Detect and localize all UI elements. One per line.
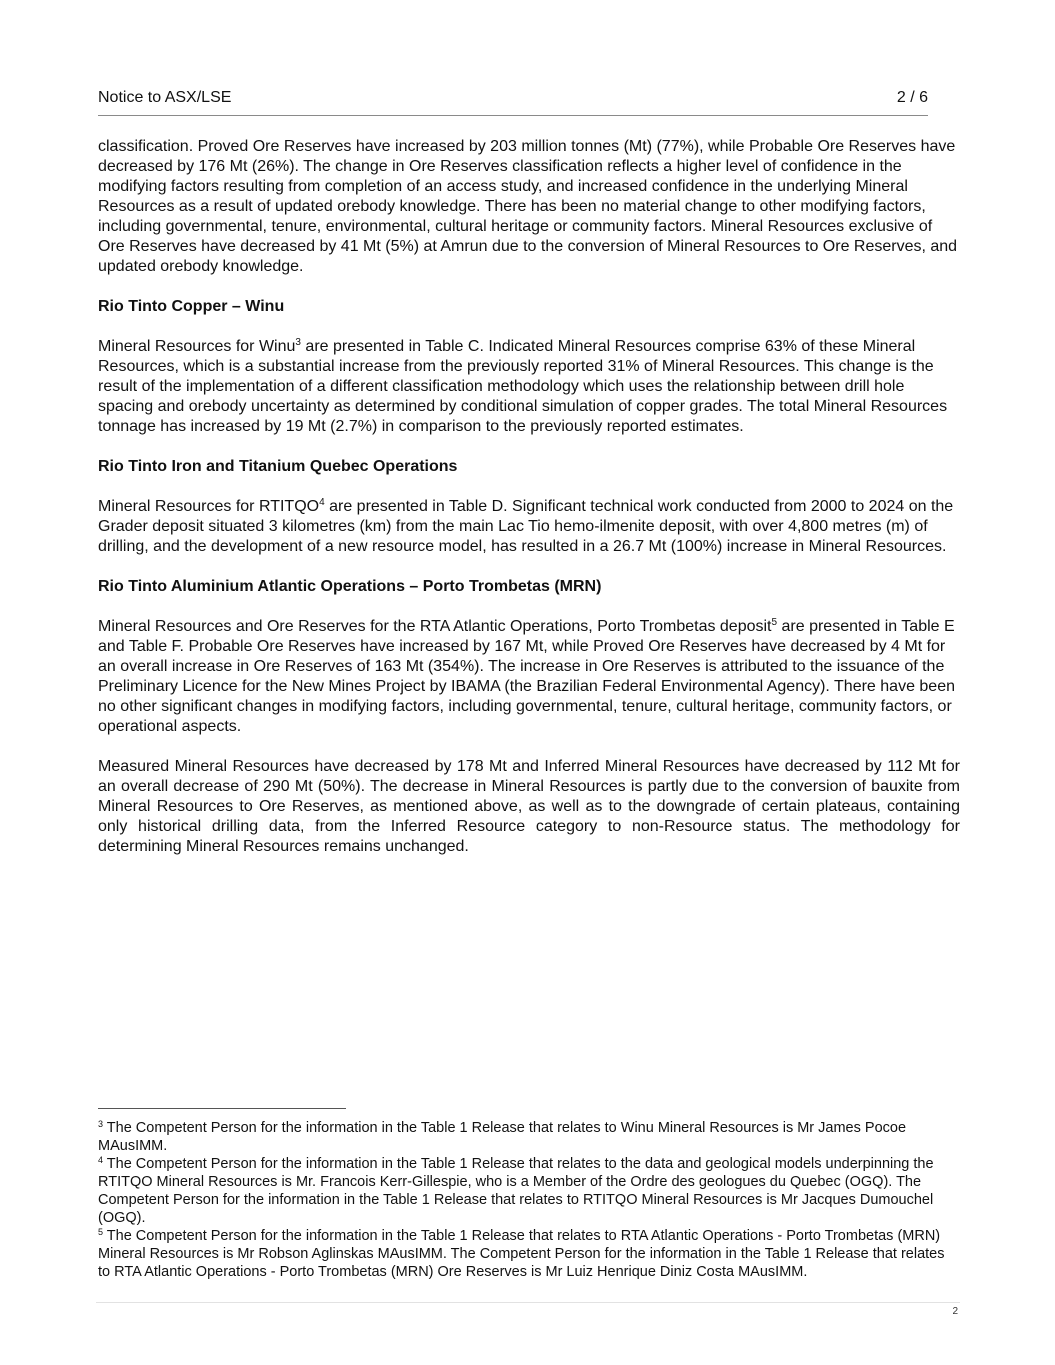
page-indicator: 2 / 6: [896, 89, 928, 106]
document-title: Notice to ASX/LSE: [98, 89, 232, 106]
footnote-3: $^3$ The Competent Person for the information in the Table 1 Release that relates to Winu Mineral Resources is Mr James Pocoe MAusIMM.: [98, 1119, 907, 1154]
paragraph-winu: Mineral Resources for Winu$^3$ are presented in Table C. Indicated Mineral Resources comprise 63% of these Mineral Resources, which is a substantial increase from the previously reported 31% of Mineral Resources. This change is the result of the implementation of a different classification methodology which uses the relationship between drill hole spacing and orebody uncertainty as determined by conditional simulation of copper grades. The total Mineral Resources tonnage has increased by 19 Mt (2.7%) in comparison to the previously reported estimates.: [98, 337, 948, 435]
footer-divider: [96, 1302, 960, 1303]
page-number: 2: [952, 1306, 958, 1317]
footnote-4: $^4$ The Competent Person for the information in the Table 1 Release that relates to the data and geological models underpinning the RTITQO Mineral Resources is Mr. Francois Kerr-Gillespie, who is a Member of the Ordre des geologues du Quebec (OGQ). The Competent Person for the information in the Table 1 Release that relates to RTITQO Mineral Resources is Mr Jacques Dumouchel (OGQ).: [98, 1155, 934, 1226]
section-heading-rtitqo: Rio Tinto Iron and Titanium Quebec Operations: [98, 458, 458, 475]
footnote-ref-3[interactable]: 3: [295, 337, 301, 348]
footnote-ref-5[interactable]: 5: [771, 617, 778, 628]
page-header: [98, 88, 928, 108]
footnotes: [98, 1119, 960, 1281]
document-body: [98, 137, 960, 877]
section-heading-winu: Rio Tinto Copper – Winu: [98, 298, 285, 315]
header-divider: [98, 115, 928, 116]
footnote-ref-4[interactable]: 4: [319, 497, 325, 508]
footnote-5: $^5$ The Competent Person for the information in the Table 1 Release that relates to RTA Atlantic Operations - Porto Trombetas (MRN) Mineral Resources is Mr Robson Aglinskas MAusIMM. The Competent Person for the information in the Table 1 Release that relates to RTA Atlantic Operations - Porto Trombetas (MRN) Ore Reserves is Mr Luiz Henrique Diniz Costa MAusIMM.: [98, 1227, 945, 1280]
paragraph-rtitqo: Mineral Resources for RTITQO$^4$ are presented in Table D. Significant technical work conducted from 2000 to 2024 on the Grader deposit situated 3 kilometres (km) from the main Lac Tio hemo-ilmenite deposit, with over 4,800 metres (m) of drilling, and the development of a new resource model, has resulted in a 26.7 Mt (100%) increase in Mineral Resources.: [98, 497, 954, 555]
footnote-separator: [98, 1108, 346, 1109]
intro-paragraph: classification. Proved Ore Reserves have increased by 203 million tonnes (Mt) (77%), while Probable Ore Reserves have decreased by 176 Mt (26%). The change in Ore Reserves classification reflects a higher level of confidence in the modifying factors resulting from completion of an access study, and increased confidence in the underlying Mineral Resources as a result of updated orebody knowledge. There has been no material change to other modifying factors, including governmental, tenure, environmental, cultural heritage or community factors. Mineral Resources exclusive of Ore Reserves have decreased by 41 Mt (5%) at Amrun due to the conversion of Mineral Resources to Ore Reserves, and updated orebody knowledge.: [98, 138, 958, 275]
paragraph-mrn-reserves: Mineral Resources and Ore Reserves for the RTA Atlantic Operations, Porto Trombetas deposit$^5$ are presented in Table E and Table F. Probable Ore Reserves have increased by 167 Mt, while Proved Ore Reserves have decreased by 4 Mt for an overall increase in Ore Reserves of 163 Mt (354%). The increase in Ore Reserves is attributed to the issuance of the Preliminary Licence for the New Mines Project by IBAMA (the Brazilian Federal Environmental Agency). There have been no other significant changes in modifying factors, including governmental, tenure, cultural heritage, community factors, or operational aspects.: [98, 617, 955, 735]
section-heading-mrn: Rio Tinto Aluminium Atlantic Operations – Porto Trombetas (MRN): [98, 578, 602, 595]
paragraph-mrn-resources: Measured Mineral Resources have decreased by 178 Mt and Inferred Mineral Resources have decreased by 112 Mt for an overall decrease of 290 Mt (50%). The decrease in Mineral Resources is partly due to the conversion of bauxite from Mineral Resources to Ore Reserves, as mentioned above, as well as to the downgrade of certain plateaus, containing only historical drilling data, from the Inferred Resource category to non-Resource status. The methodology for determining Mineral Resources remains unchanged.: [98, 758, 960, 855]
